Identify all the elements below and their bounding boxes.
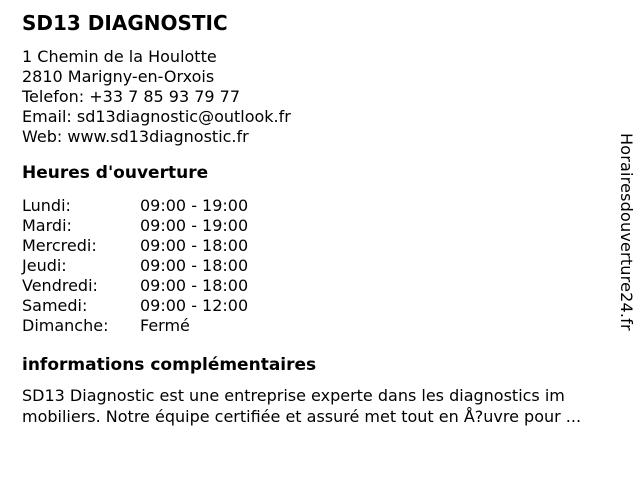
time-value: 09:00 - 18:00: [140, 236, 249, 255]
day-label: Samedi:: [22, 296, 88, 315]
time-value: 09:00 - 18:00: [140, 256, 249, 275]
hours-row-saturday: [22, 296, 581, 316]
day-label: Mardi:: [22, 216, 72, 235]
additional-info-heading: informations complémentaires: [22, 355, 317, 375]
hours-row-friday: [22, 276, 581, 296]
description-line: SD13 Diagnostic est une entreprise experte dans les diagnostics im: [22, 386, 565, 405]
hours-row-monday: [22, 196, 581, 216]
time-value: 09:00 - 19:00: [140, 196, 249, 215]
description-line: mobiliers. Notre équipe certifiée et assuré met tout en Å?uvre pour ...: [22, 407, 582, 426]
hours-row-wednesday: [22, 236, 581, 256]
description-paragraph: [22, 385, 581, 427]
website-line: Web: www.sd13diagnostic.fr: [22, 127, 249, 146]
page-title: SD13 DIAGNOSTIC: [22, 11, 228, 35]
day-label: Vendredi:: [22, 276, 98, 295]
opening-hours-table: [22, 196, 581, 336]
contact-block: [22, 47, 581, 147]
hours-row-sunday: [22, 316, 581, 336]
main-content: [22, 13, 581, 427]
day-label: Dimanche:: [22, 316, 109, 335]
watermark-vertical-brand: Horairesdouverture24.fr: [617, 133, 636, 331]
day-label: Mercredi:: [22, 236, 97, 255]
time-value: 09:00 - 12:00: [140, 296, 249, 315]
email-line: Email: sd13diagnostic@outlook.fr: [22, 107, 291, 126]
address-line-1: 1 Chemin de la Houlotte: [22, 47, 217, 66]
address-line-2: 2810 Marigny-en-Orxois: [22, 67, 215, 86]
opening-hours-heading: Heures d'ouverture: [22, 163, 209, 183]
time-value: Fermé: [140, 316, 190, 335]
hours-row-tuesday: [22, 216, 581, 236]
day-label: Jeudi:: [22, 256, 67, 275]
phone-line: Telefon: +33 7 85 93 79 77: [22, 87, 241, 106]
time-value: 09:00 - 18:00: [140, 276, 249, 295]
time-value: 09:00 - 19:00: [140, 216, 249, 235]
hours-row-thursday: [22, 256, 581, 276]
day-label: Lundi:: [22, 196, 71, 215]
